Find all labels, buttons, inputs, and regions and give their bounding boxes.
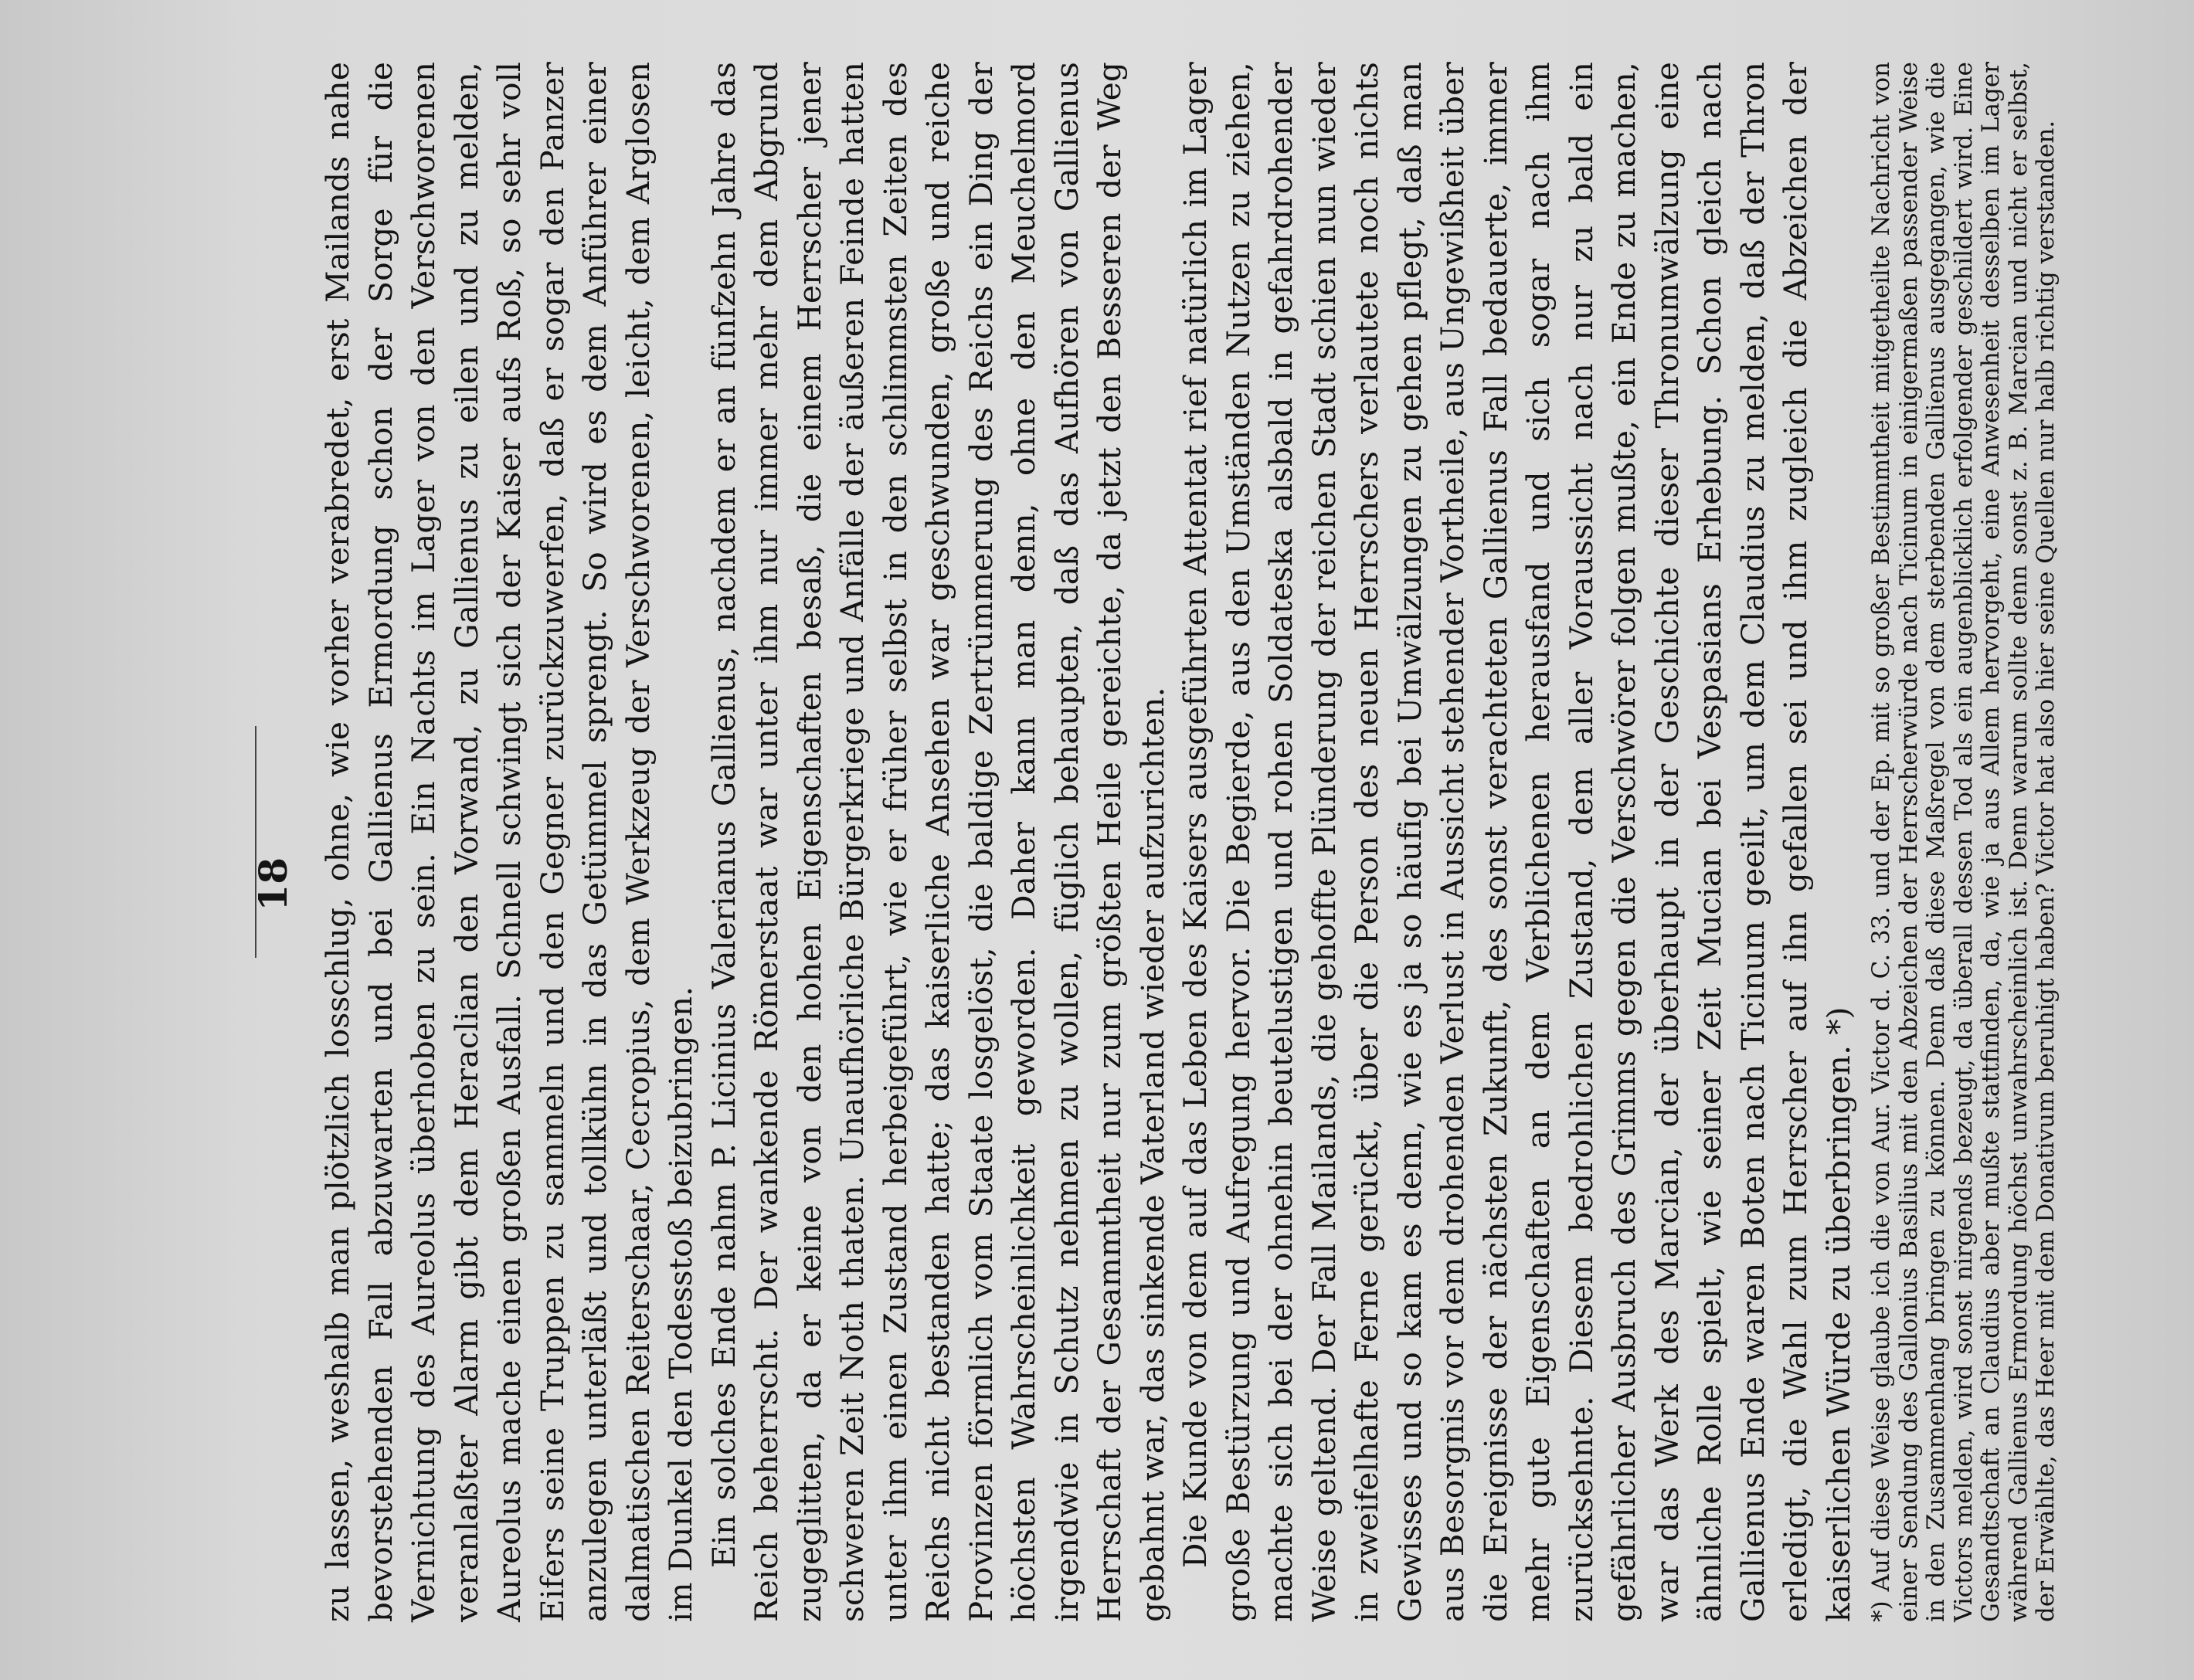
footnote [1868,62,2060,1622]
footnote-text: *) Auf diese Weise glaube ich die von Aur. Victor d. C. 33. und der Ep. mit so großer Bestimmtheit mitgetheilte Nachricht von einer Sendung des Gallonius Basilius mit den Abzeichen der Herrscherwürde nach Ticinum in einigermaßen passender Weise in den Zusammenhang bringen zu können. Denn daß diese Maßregel von dem sterbenden Gallienus ausgegangen, wie die Victors melden, wird sonst nirgends bezeugt, da überall dessen Tod als ein augenblicklich erfolgender geschildert wird. Eine Gesandtschaft an Claudius aber mußte stattfinden, da, wie ja aus Allem hervorgeht, eine Anwesenheit desselben im Lager während Gallienus Ermordung höchst unwahrscheinlich ist. Denn warum sollte denn sonst z. B. Marcian und nicht er selbst, der Erwählte, das Heer mit dem Donativum beruhigt haben? Victor hat also hier seine Quellen nur halb richtig verstanden. [1867,62,2060,1622]
main-text [317,62,1860,1622]
paragraph-2: Ein solches Ende nahm P. Licinius Valerianus Gallienus, nachdem er an fünfzehn Jahre das Reich beherrscht. Der wankende Römerstaat war unter ihm nur immer mehr dem Abgrund zugeglitten, da er keine von den hohen Eigenschaften besaß, die einem Herrscher jener schweren Zeit Noth thaten. Unaufhörliche Bürgerkriege und Anfälle der äußeren Feinde hatten unter ihm einen Zustand herbeigeführt, wie er früher selbst in den schlimmsten Zeiten des Reichs nicht bestanden hatte; das kaiserliche Ansehen war geschwunden, große und reiche Provinzen förmlich vom Staate losgelöst, die baldige Zertrümmerung des Reichs ein Ding der höchsten Wahrscheinlichkeit geworden. Daher kann man denn, ohne den Meuchelmord irgendwie in Schutz nehmen zu wollen, füglich behaupten, daß das Aufhören von Gallienus Herrschaft der Gesammtheit nur zum größten Heile gereichte, da jetzt den Besseren der Weg gebahnt war, das sinkende Vaterland wieder aufzurichten. [705,62,1171,1622]
header-rule-right [255,726,256,958]
paragraph-1: zu lassen, weshalb man plötzlich losschlug, ohne, wie vorher verabredet, erst Mailands nahe bevorstehenden Fall abzuwarten und bei Gallienus Ermordung schon der Sorge für die Vernichtung des Aureolus überhoben zu sein. Ein Nachts im Lager von den Verschworenen veranlaßter Alarm gibt dem Heraclian den Vorwand, zu Gallienus zu eilen und zu melden, Aureolus mache einen großen Ausfall. Schnell schwingt sich der Kaiser aufs Roß, so sehr voll Eifers seine Truppen zu sammeln und den Gegner zurückzuwerfen, daß er sogar den Panzer anzulegen unterläßt und tollkühn in das Getümmel sprengt. So wird es dem Anführer einer dalmatischen Reiterschaar, Cecropius, dem Werkzeug der Verschworenen, leicht, dem Arglosen im Dunkel den Todesstoß beizubringen. [319,62,699,1622]
paragraph-3: Die Kunde von dem auf das Leben des Kaisers ausgeführten Attentat rief natürlich im Lager große Bestürzung und Aufregung hervor. Die Begierde, aus den Umständen Nutzen zu ziehen, machte sich bei der ohnehin beutelustigen und rohen Soldateska alsbald in gefahrdrohender Weise geltend. Der Fall Mailands, die gehoffte Plünderung der reichen Stadt schien nun wieder in zweifelhafte Ferne gerückt, über die Person des neuen Herrschers verlautete noch nichts Gewisses und so kam es denn, wie es ja so häufig bei Umwälzungen zu gehen pflegt, daß man aus Besorgnis vor dem drohenden Verlust in Aussicht stehender Vortheile, aus Ungewißheit über die Ereignisse der nächsten Zukunft, des sonst verachteten Gallienus Fall bedauerte, immer mehr gute Eigenschaften an dem Verblichenen herausfand und sich sogar nach ihm zurücksehnte. Diesem bedrohlichen Zustand, dem aller Voraussicht nach nur zu bald ein gefährlicher Ausbruch des Grimms gegen die Verschwörer folgen mußte, ein Ende zu machen, war das Werk des Marcian, der überhaupt in der Geschichte dieser Thronumwälzung eine ähnliche Rolle spielt, wie seiner Zeit Mucian bei Vespasians Erhebung. Schon gleich nach Gallienus Ende waren Boten nach Ticinum geeilt, um dem Claudius zu melden, daß der Thron erledigt, die Wahl zum Herrscher auf ihn gefallen sei und ihm zugleich die Abzeichen der kaiserlichen Würde zu überbringen. *) [1177,62,1857,1622]
page-number: 18 [250,857,296,911]
page-header [247,62,317,1622]
rotated-book-page [247,62,2063,1622]
